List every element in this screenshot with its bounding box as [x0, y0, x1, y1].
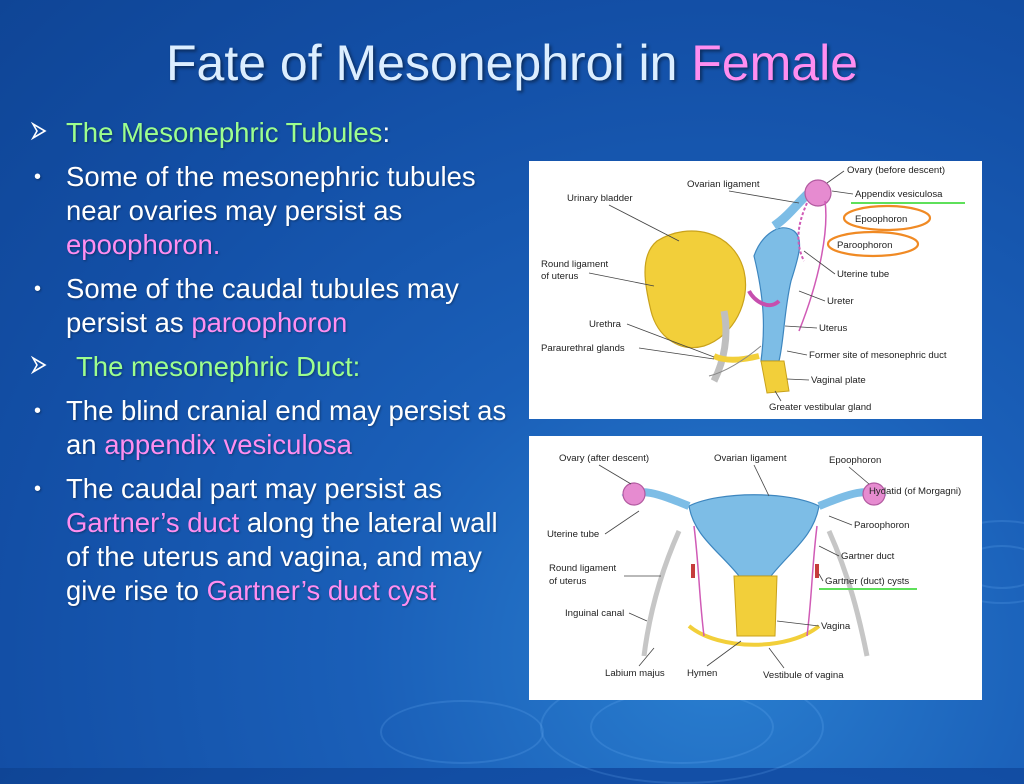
figure-after-descent	[529, 436, 982, 700]
label-ovarian-ligament: Ovarian ligament	[687, 179, 760, 190]
bullet-highlight: appendix vesiculosa	[104, 429, 352, 460]
dot-bullet-icon: •	[34, 166, 42, 188]
label-former-site: Former site of mesonephric duct	[809, 350, 947, 361]
bullet-heading-tubules	[28, 116, 508, 150]
duct-heading: The mesonephric Duct:	[76, 351, 361, 382]
dot-bullet-icon: •	[34, 478, 42, 500]
bullet-highlight: paroophoron	[191, 307, 348, 338]
label-ureter: Ureter	[827, 296, 854, 307]
arrow-bullet-icon	[30, 116, 60, 150]
anatomy-diagram-top	[529, 161, 982, 419]
label-round-ligament-bottom-1: Round ligament	[549, 563, 617, 574]
label-appendix-vesiculosa: Appendix vesiculosa	[855, 189, 943, 200]
label-paraurethral-glands: Paraurethral glands	[541, 343, 625, 354]
anatomy-diagram-bottom	[529, 436, 982, 700]
label-ovarian-ligament-bottom: Ovarian ligament	[714, 453, 787, 464]
label-ovary-after: Ovary (after descent)	[559, 453, 650, 464]
bullet-item	[28, 160, 508, 262]
bullet-text: The blind cranial end may persist as an	[66, 395, 507, 460]
bullet-item	[28, 472, 508, 608]
bullet-highlight: epoophoron.	[66, 229, 221, 260]
tubules-colon: :	[382, 117, 391, 148]
tubules-heading: The Mesonephric Tubules	[66, 117, 383, 148]
label-hydatid: Hydatid (of Morgagni)	[869, 486, 962, 497]
title-main: Fate of Mesonephroi in	[165, 35, 692, 91]
label-vestibule: Vestibule of vagina	[763, 670, 844, 681]
title-accent: Female	[691, 35, 859, 91]
label-uterine-tube-bottom: Uterine tube	[547, 529, 600, 540]
bullet-list	[28, 116, 508, 618]
dot-bullet-icon: •	[34, 400, 42, 422]
bullet-text: along the lateral wall of the uterus and vagina, and may give rise to	[66, 507, 498, 606]
arrow-bullet-icon	[30, 350, 60, 384]
slide-title	[0, 35, 1024, 91]
label-inguinal-canal: Inguinal canal	[565, 608, 625, 619]
label-uterus: Uterus	[819, 323, 848, 334]
label-epoophoron: Epoophoron	[855, 214, 908, 225]
label-vagina: Vagina	[821, 621, 851, 632]
figure-before-descent	[529, 161, 982, 419]
label-vaginal-plate: Vaginal plate	[811, 375, 866, 386]
label-urethra: Urethra	[589, 319, 621, 330]
label-uterine-tube: Uterine tube	[837, 269, 890, 280]
label-paroophoron: Paroophoron	[837, 240, 893, 251]
label-urinary-bladder: Urinary bladder	[567, 193, 633, 204]
label-greater-vestibular: Greater vestibular gland	[769, 402, 872, 413]
background-ripple	[380, 700, 544, 764]
label-gartner-duct: Gartner duct	[841, 551, 895, 562]
bullet-heading-duct	[28, 350, 508, 384]
label-epoophoron-bottom: Epoophoron	[829, 455, 882, 466]
label-gartner-cysts: Gartner (duct) cysts	[825, 576, 910, 587]
label-paroophoron-bottom: Paroophoron	[854, 520, 910, 531]
label-ovary-before: Ovary (before descent)	[847, 165, 946, 176]
bullet-highlight: Gartner’s duct cyst	[206, 575, 437, 606]
label-labium-majus: Labium majus	[605, 668, 665, 679]
label-round-ligament-bottom-2: of uterus	[549, 576, 587, 587]
bullet-item	[28, 394, 508, 462]
bullet-text: Some of the caudal tubules may persist as	[66, 273, 459, 338]
label-round-ligament-2: of uterus	[541, 271, 579, 282]
bullet-item	[28, 272, 508, 340]
label-hymen: Hymen	[687, 668, 718, 679]
bullet-text: Some of the mesonephric tubules near ovaries may persist as	[66, 161, 476, 226]
label-round-ligament-1: Round ligament	[541, 259, 609, 270]
bullet-text: The caudal part may persist as	[66, 473, 443, 504]
bullet-highlight: Gartner’s duct	[66, 507, 240, 538]
dot-bullet-icon: •	[34, 278, 42, 300]
